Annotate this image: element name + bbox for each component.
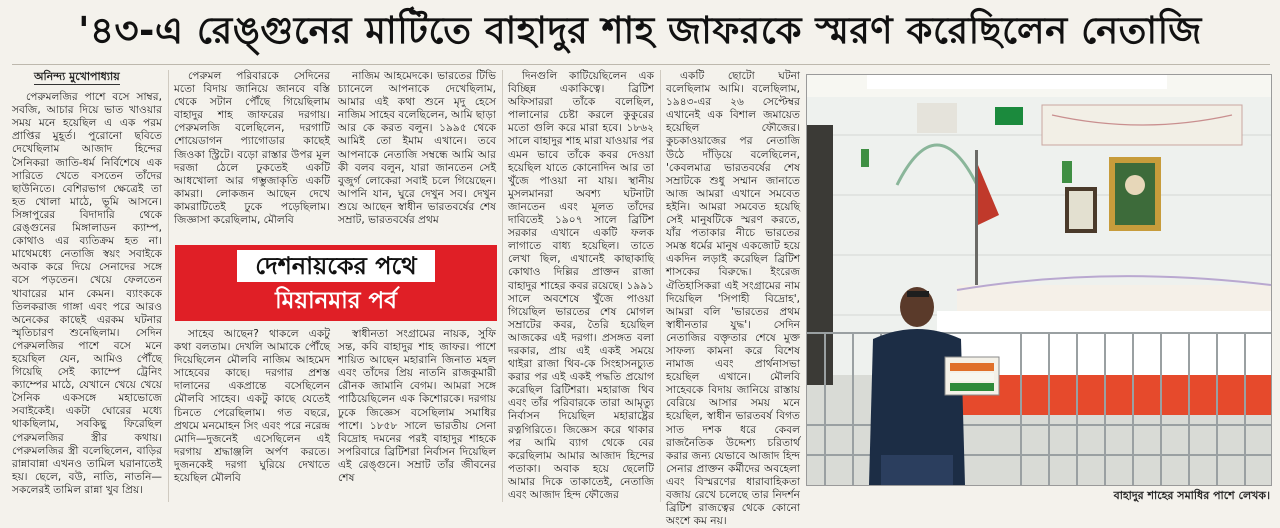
column-2b-text: সাহেব আছেন? থাকলে একটু কথা বলতাম। দেখলি আমাকে পৌঁছে দিয়েছিলেন মৌলবি নাজিম আহমেদ সাহেবের কাছে। দরগার প্রশস্ত দালানের একপ্রান্তে বসেছিলেন মৌলবি সাহেব। একটু কাছে যেতেই চিনতে পেরেছিলাম। গত বছরে, প্রথমে মনমোহন সিং এবং পরে নরেন্দ্র মোদি—দুজনেই এসেছিলেন এই দরগায় শ্রদ্ধাঞ্জলি অর্পণ করতে। দুজনকেই দরগা ঘুরিয়ে দেখাতে হয়েছিল মৌলবি bbox=[174, 328, 330, 485]
tomb-photo-illustration bbox=[807, 75, 1271, 485]
article-column-2-bottom bbox=[174, 328, 330, 503]
column-3b-text: স্বাধীনতা সংগ্রামের নায়ক, সুফি সন্ত, কবি বাহাদুর শাহ জাফর। পাশে শায়িত আছেন মহারানি জিনাত মহল এবং তাঁদের প্রিয় নাতনি রাজকুমারী রৌনক জামানি বেগম। আমরা সঙ্গে পাঠিয়েছিলেন এক কিশোরকে। দরগায় ঢুকে জিজ্ঞেস বসেছিলাম সমাধির পাশে। ১৮৫৮ সালে ভারতীয় সেনা বিদ্রোহ দমনের পরই বাহাদুর শাহকে সপরিবারে ব্রিটিশরা নির্বাসন দিয়েছিল এই রেঙ্গুনে। সম্রাট তাঁর জীবনের শেষ bbox=[338, 328, 496, 485]
banner-title: দেশনায়কের পথে bbox=[237, 250, 434, 282]
column-divider bbox=[502, 70, 503, 502]
column-divider bbox=[660, 70, 661, 502]
article-column-3-top bbox=[338, 70, 496, 240]
article-column-5 bbox=[666, 70, 800, 528]
article-column-3-bottom bbox=[338, 328, 496, 503]
column-5-text: একটি ছোটো ঘটনা বলেছিলাম আমি। বলেছিলাম, ১৯৪৩-এর ২৬ সেপ্টেম্বর এখানেই এক বিশাল জমায়েত হয়েছিল ফৌজের। কুচকাওয়াজের পর নেতাজি উঠে দাঁড়িয়ে বলেছিলেন, 'কেবলমাত্র ভারতবর্ষের শেষ সম্রাটকে শুধু সম্মান জানাতে আজ আমরা এখানে সমবেত হইনি। আমরা সমবেত হয়েছি সেই মানুষটিকে স্মরণ করতে, যাঁর পতাকার নীচে ভারতের সমস্ত ধর্মের মানুষ একজোট হয়ে একদিন লড়াই করেছিল ব্রিটিশ শাসকের বিরুদ্ধে। ইংরেজ ঐতিহাসিকরা এই সংগ্রামের নাম দিয়েছিল 'সিপাহী বিদ্রোহ', আমরা বলি 'ভারতের প্রথম স্বাধীনতার যুদ্ধ'। সেদিন নেতাজির বক্তৃতার শেষে মুক্ত সাফল্য কামনা করে বিশেষ নামাজ এবং প্রার্থনাসভা হয়েছিল এখানে। মৌলবি সাহেবকে বিদায় জানিয়ে রাস্তায় বেরিয়ে আসার সময় মনে হয়েছিল, স্বাধীন ভারতবর্ষ বিগত সাত দশক ধরে কেবল রাজনৈতিক উদ্দেশ্য চরিতার্থ করার জন্য যেভাবে আজাদ হিন্দ সেনার প্রাক্তন কর্মীদের অবহেলা এবং বিস্মরণের ধারাবাহিকতা বজায় রেখে চলেছে তার নিদর্শন ব্রিটিশ রাজত্বের থেকে কোনো অংশে কম নয়। bbox=[666, 70, 800, 528]
column-4-text: দিনগুলি কাটিয়েছিলেন এক বিচ্ছিন্ন একাকিত্বে। ব্রিটিশ অফিসাররা তাঁকে বলেছিল, পালানোর চেষ্টা করলে কুকুরের মতো গুলি করে মারা হবে। ১৮৬২ সালে বাহাদুর শাহ মারা যাওয়ার পর এমন ভাবে তাঁকে কবর দেওয়া হয়েছিল যাতে কোনোদিন আর তা খুঁজে পাওয়া না যায়। স্থানীয় মুসলমানরা অবশ্য ঘটনাটা জানতেন এবং মূলত তাঁদের দাবিতেই ১৯০৭ সালে ব্রিটিশ সরকার এখানে একটি ফলক লাগাতে বাধ্য হয়েছিল। তাতে লেখা ছিল, এখানেই কাছাকাছি কোথাও দিল্লির প্রাক্তন রাজা বাহাদুর শাহের কবর রয়েছে। ১৯৯১ সালে অবশেষে খুঁজে পাওয়া গিয়েছিল ভারতের শেষ মোগল সম্রাটের কবর, তৈরি হয়েছিল আজকের এই দরগা। প্রসঙ্গত বলা দরকার, প্রায় এই একই সময়ে থাইরা রাজা থিব-কে সিংহাসনচ্যুত করার পর এই একই পদ্ধতি প্রয়োগ করেছিল ব্রিটিশরা। মহারাজ থিব এবং তাঁর পরিবারকে তারা আমৃত্যু নির্বাসন দিয়েছিল মহারাষ্ট্রের রত্নগিরিতে। জিজ্ঞেস করে থাকার পর আমি ব্যাগ থেকে বের করেছিলাম আমার আজাদ হিন্দের পতাকা। অবাক হয়ে ছেলেটি আমার দিকে তাকাতেই, নেতাজি এবং আজাদ হিন্দ ফৌজের bbox=[508, 70, 654, 501]
tomb-photo bbox=[806, 74, 1272, 486]
article-column-2-top bbox=[174, 70, 330, 240]
section-banner bbox=[175, 245, 497, 321]
banner-subtitle: মিয়ানমার পর্ব bbox=[275, 288, 397, 314]
page-headline: '৪৩-এ রেঙ্গুনের মাটিতে বাহাদুর শাহ জাফরকে স্মরণ করেছিলেন নেতাজি bbox=[78, 8, 1202, 52]
column-1-text: পেরুমলজির পাশে বসে সাম্বর, সবজি, আচার দিয়ে ভাত খাওয়ার সময় মনে হয়েছিল এ এক পরম প্রাপ্তির মুহূর্ত। পুরোনো ছবিতে দেখেছিলাম আজাদ হিন্দের সৈনিকরা জাতি-ধর্ম নির্বিশেষে এক সারিতে খেতে বসতেন তাঁদের ছাউনিতে। বেশিরভাগ ক্ষেত্রেই তা হত খোলা মাঠে, ভূমি আসনে। সিঙ্গাপুরের বিদাদারি থেকে রেঙ্গুনের মিঙ্গালাডন ক্যাম্প, কোথাও এর ব্যতিক্রম হত না। মাথেমধ্যে নেতাজি স্বয়ং সবাইকে অবাক করে দিয়ে সেনাদের সঙ্গে বসে পড়তেন। খেয়ে ফেলতেন খাবারের মান কেমন। ব্যাংককে তিলকরাজ গাঙ্গা এবং পরে আরও অনেকের কাছেই এরকম ঘটনার স্মৃতিচারণ শুনেছিলাম। সেদিন পেরুমলজির পাশে বসে মনে হয়েছিল যেন, আমিও পৌঁছে গিয়েছি সেই ক্যাম্পে ট্রেনিং ক্যাম্পের মাঠে, যেখানে খেয়ে খেয়ে সৈনিক একসঙ্গে মহাভোজে সবাইকেই। একটা ঘোরের মধ্যে থাকছিলাম, সবকিছু ফিরেছিল পেরুমলজির স্ত্রীর কথায়। পেরুমলজির স্ত্রী বলেছিলেন, বাড়ির রান্নাবান্না এখনও তামিল ঘরানাতেই হয়। ছেলে, বউ, নাতি, নাতনি— সকলেরই তামিল রান্না খুব প্রিয়। bbox=[12, 91, 162, 496]
article-column-4 bbox=[508, 70, 654, 502]
column-3-text: নাজিম আহমেদকে। ভারতের টিভি চ্যানেলে আপনাকে দেখেছিলাম, আমার এই কথা শুনে মৃদু হেসে নাজিম সাহেব বলেছিলেন, আমি ছাড়া আর কে করত বলুন। ১৯৯৫ থেকে আমিই তো ইমাম এখানে। তবে আপনাকে নেতাজি সম্বন্ধে আমি আর কী বলব বলুন, যারা জানতেন সেই বুজুর্গ লোকেরা সবাই চলে গিয়েছেন। আপনি যান, ঘুরে দেখুন সব। দেখুন শুয়ে আছেন স্বাধীন ভারতবর্ষের শেষ সম্রাট, ভারতবর্ষের প্রথম bbox=[338, 70, 496, 227]
photo-caption: বাহাদুর শাহের সমাধির পাশে লেখক। bbox=[1113, 489, 1270, 502]
headline-divider bbox=[12, 64, 1270, 65]
column-2-text: পেরুমল পরিবারকে সেদিনের মতো বিদায় জানিয়ে জানবে বস্তি থেকে সটান পৌঁছে গিয়েছিলাম বাহাদুর শাহ জাফরের দরগায়। পেরুমলজি বলেছিলেন, দরগাটি শোয়েডাগন প্যাগোডার কাছেই জিওকা স্ট্রিটে। বড়ো রাস্তার উপর মূল দরজা ঠেলে ঢুকতেই একটি আধখোলা আর গম্ভুজাকৃতি একটি কামরা। লোকজন আছেন দেখে কামরাটিতেই ঢুকে পড়েছিলাম। জিজ্ঞাসা করেছিলাম, মৌলবি bbox=[174, 70, 330, 227]
author-byline: অনিন্দ্য মুখোপাধ্যায় bbox=[34, 70, 120, 85]
column-divider bbox=[168, 70, 169, 502]
article-column-1 bbox=[12, 70, 162, 502]
